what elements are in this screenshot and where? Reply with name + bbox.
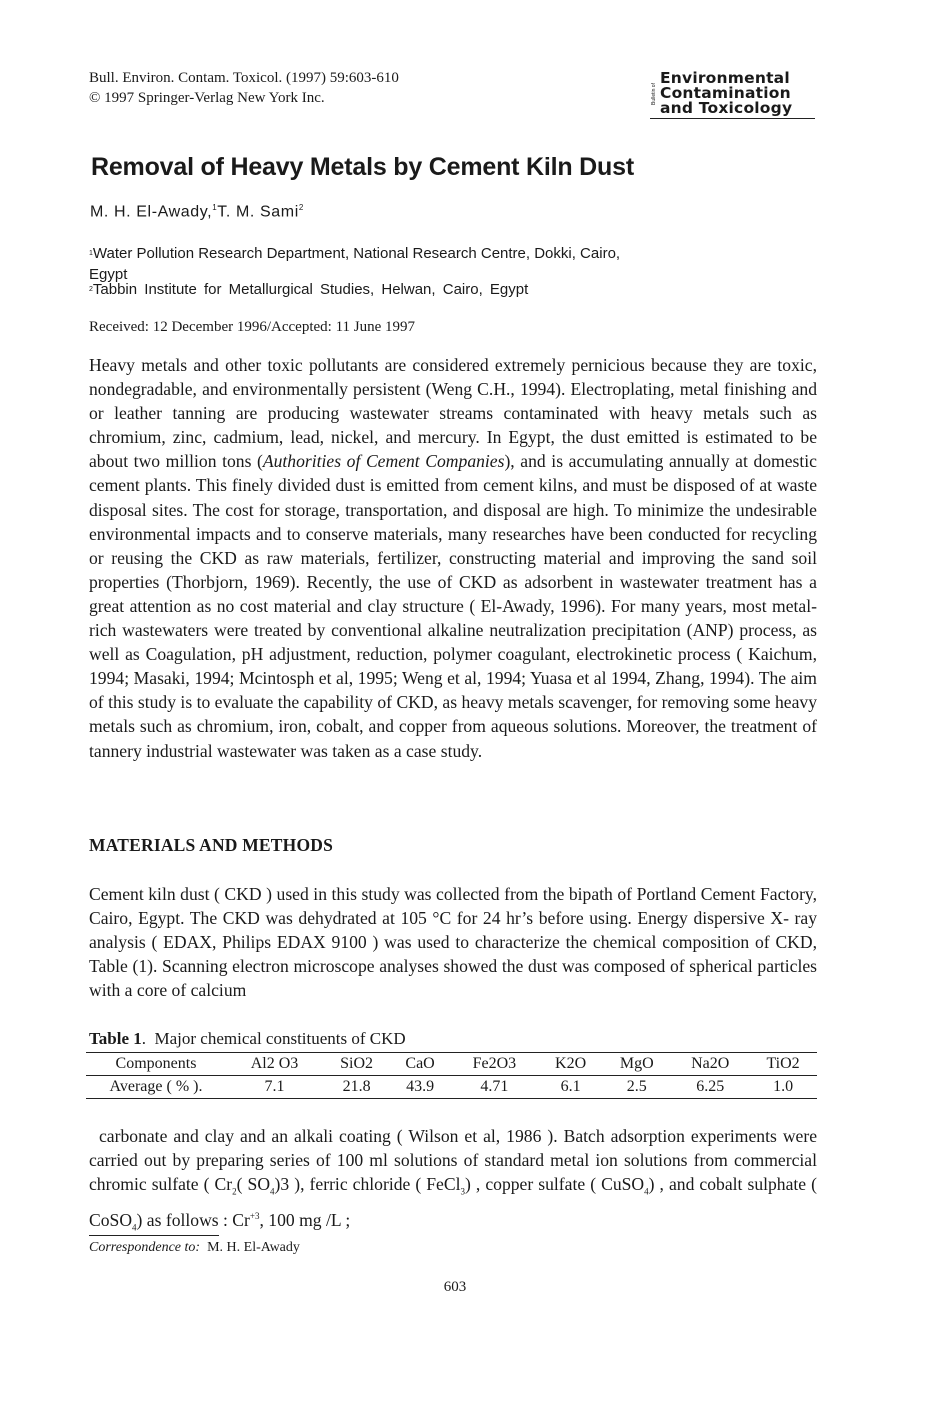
page-number: 603 bbox=[443, 1279, 467, 1295]
logo-line-3: and Toxicology bbox=[660, 99, 793, 117]
cont-sub-4: 4 bbox=[644, 1186, 649, 1197]
table-caption: Table 1. Major chemical constituents of CKD bbox=[89, 1029, 406, 1048]
intro-paragraph bbox=[89, 353, 817, 763]
affiliation-1-text: Water Pollution Research Department, National Research Centre, Dokki, Cairo, bbox=[92, 245, 621, 262]
cont-sup-1: +3 bbox=[249, 1210, 260, 1221]
cont-text-3: )3 ), ferric chloride ( FeCl bbox=[274, 1174, 461, 1195]
intro-text-1: Heavy metals and other toxic pollutants are considered extremely pernicious because they are toxic, nondegradable, and environmentally persistent (Weng C.H., 1994). Electroplating, metal finishing and or leather tanning are producing wastewater streams contaminated with heavy metals such as chromium, zinc, cadmium, lead, nickel, and mercury. In Egypt, the dust emitted is estimated to be about two million tons ( bbox=[89, 355, 817, 472]
table-cell: 21.8 bbox=[342, 1078, 371, 1095]
affiliation-1-cont: Egypt bbox=[89, 266, 128, 283]
cont-text-4: ) , copper sulfate ( CuSO bbox=[465, 1174, 645, 1195]
affiliation-1 bbox=[89, 245, 620, 262]
table-header: Components bbox=[115, 1055, 197, 1072]
logo-line-2: Contamination bbox=[660, 84, 791, 102]
cont-sub-2: 4 bbox=[270, 1186, 275, 1197]
affiliation-1-mark: 1 bbox=[89, 250, 93, 257]
table-row-label: Average ( % ). bbox=[109, 1078, 203, 1095]
cont-text-5: ) , and cobalt sulphate ( CoSO bbox=[89, 1174, 818, 1230]
table-header-row bbox=[86, 1053, 817, 1076]
table-cell: 6.1 bbox=[560, 1078, 581, 1095]
table-cell: 7.1 bbox=[264, 1078, 285, 1095]
table-cell: 2.5 bbox=[626, 1078, 647, 1095]
logo-text bbox=[660, 71, 792, 116]
section-heading: MATERIALS AND METHODS bbox=[89, 835, 334, 855]
journal-copyright: © 1997 Springer-Verlag New York Inc. bbox=[89, 90, 325, 106]
footnote-label: Correspondence to: bbox=[89, 1240, 201, 1255]
cont-text-1: carbonate and clay and an alkali coating ( Wilson et al, 1986 ). Batch adsorption experiments were carried out by preparing series of 100 ml solutions of standard metal ion solutions from commercial chromic sulfate ( Cr bbox=[89, 1126, 817, 1195]
logo-rule bbox=[650, 118, 815, 119]
chemical-constituents-table bbox=[86, 1052, 817, 1099]
affiliation-2-mark: 2 bbox=[89, 286, 93, 293]
methods-paragraph: Cement kiln dust ( CKD ) used in this study was collected from the bipath of Portland Cement Factory, Cairo, Egypt. The CKD was dehydrated at 105 °C for 24 hr’s before using. Energy dispersive X- ray analysis ( EDAX, Philips EDAX 9100 ) was used to characterize the chemical composition of CKD, Table (1). Scanning electron microscope analyses showed the dust was composed of spherical particles with a core of calcium bbox=[89, 884, 817, 1001]
table-header: CaO bbox=[405, 1055, 435, 1072]
paper-title: Removal of Heavy Metals by Cement Kiln Dust bbox=[91, 153, 634, 181]
table-cell: 1.0 bbox=[773, 1078, 794, 1095]
received-date: Received: 12 December 1996/Accepted: 11 June 1997 bbox=[89, 319, 416, 335]
cont-text-7: , 100 mg /L ; bbox=[259, 1209, 351, 1230]
author-2: T. M. Sami bbox=[217, 203, 299, 221]
footnote-name: M. H. El-Awady bbox=[207, 1240, 300, 1255]
author-1-mark: 1 bbox=[212, 203, 218, 212]
continuation-paragraph bbox=[89, 1124, 817, 1239]
table-cell: 43.9 bbox=[406, 1078, 435, 1095]
author-2-mark: 2 bbox=[298, 203, 304, 212]
author-1: M. H. El-Awady, bbox=[90, 203, 213, 221]
table-header: Fe2O3 bbox=[472, 1055, 517, 1072]
cont-text-6: ) as follows : Cr bbox=[136, 1209, 250, 1230]
cont-sub-3: 3 bbox=[460, 1186, 465, 1197]
table-header: MgO bbox=[619, 1055, 654, 1072]
intro-italic-citation: Authorities of Cement Companies bbox=[262, 451, 505, 472]
journal-citation: Bull. Environ. Contam. Toxicol. (1997) 59:603-610 bbox=[89, 70, 399, 86]
table-header: SiO2 bbox=[340, 1055, 374, 1072]
footnote bbox=[89, 1240, 300, 1256]
logo-line-1: Environmental bbox=[660, 69, 790, 87]
table-header: K2O bbox=[555, 1055, 587, 1072]
table-cell: 6.25 bbox=[696, 1078, 725, 1095]
cont-text-2: ( SO bbox=[236, 1174, 271, 1195]
table-title: Major chemical constituents of CKD bbox=[154, 1029, 406, 1048]
author-list bbox=[90, 203, 304, 221]
table-cell: 4.71 bbox=[480, 1078, 509, 1095]
journal-citation-block bbox=[89, 68, 399, 108]
journal-logo bbox=[650, 71, 815, 121]
intro-text-2: ), and is accumulating annually at domestic cement plants. This finely divided dust is emitted from cement kilns, and must be disposed of at waste disposal sites. The cost for storage, transportation, and disposal are high. To minimize the undesirable environmental impacts and to conserve materials, many researches have been conducted for recycling or reusing the CKD as raw materials, fertilizer, constructing material and improving the sand soil properties (Thorbjorn, 1969). Recently, the use of CKD as adsorbent in wastewater treatment has a great attention as no cost material and clay structure ( El-Awady, 1996). For many years, most metal- rich wastewaters were treated by conventional alkaline neutralization precipitation (ANP) process, as well as Coagulation, pH adjustment, reduction, polymer coagulant, electrokinetic process ( Kaichum, 1994; Masaki, 1994; Mcintosph et al, 1995; Weng et al, 1994; Yuasa et al 1994, Zhang, 1994). The aim of this study is to evaluate the capability of CKD, as heavy metals scavenger, for removing some heavy metals such as chromium, iron, cobalt, and copper from aqueous solutions. Moreover, the treatment of tannery industrial wastewater was taken as a case study. bbox=[89, 451, 817, 761]
table-header: TiO2 bbox=[766, 1055, 800, 1072]
table-label: Table 1 bbox=[89, 1029, 142, 1048]
cont-sub-5: 4 bbox=[132, 1222, 137, 1233]
affiliation-2 bbox=[89, 281, 528, 298]
affiliation-2-text: Tabbin Institute for Metallurgical Studies, Helwan, Cairo, Egypt bbox=[92, 281, 529, 298]
footnote-rule bbox=[89, 1235, 219, 1236]
logo-side-text: Bulletin of bbox=[651, 83, 657, 105]
table-header: Na2O bbox=[691, 1055, 730, 1072]
cont-sub-1: 2 bbox=[232, 1186, 237, 1197]
table-row bbox=[86, 1076, 817, 1099]
table-header: Al2 O3 bbox=[250, 1055, 299, 1072]
